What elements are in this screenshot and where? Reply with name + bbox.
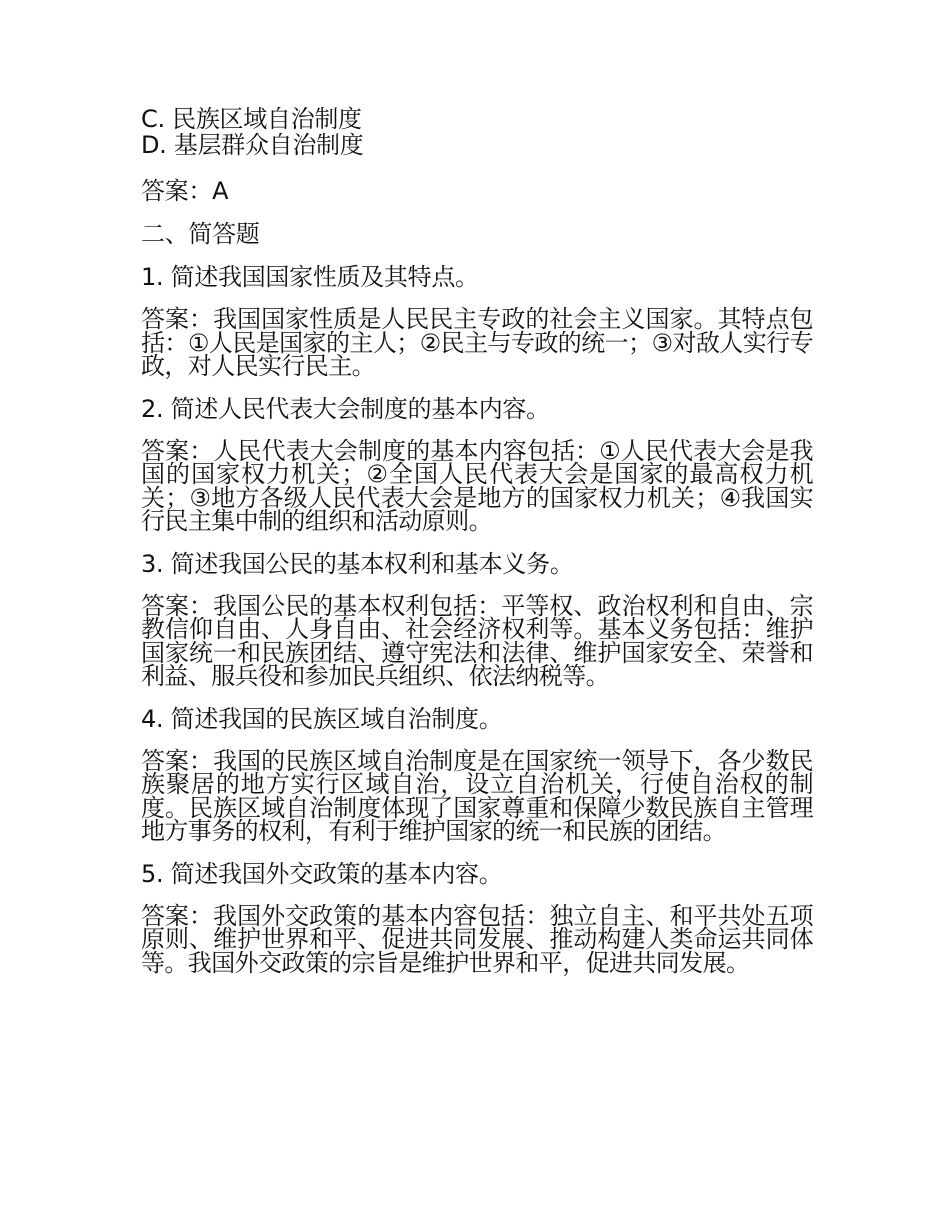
question-5: 5. 简述我国外交政策的基本内容。 xyxy=(141,859,503,888)
answer-4: 答案：我国的民族区域自治制度是在国家统一领导下，各少数民族聚居的地方实行区域自治，设立自治机关，行使自治权的制度。民族区域自治制度体现了国家尊重和保障少数民族自主管理地方事务的权利，有利于维护国家的统一和民族的团结。 xyxy=(141,746,813,845)
question-2: 2. 简述人民代表大会制度的基本内容。 xyxy=(141,394,550,423)
answer-2: 答案：人民代表大会制度的基本内容包括：①人民代表大会是我国的国家权力机关；②全国人民代表大会是国家的最高权力机关；③地方各级人民代表大会是地方的国家权力机关；④我国实行民主集中制的组织和活动原则。 xyxy=(141,436,813,535)
answer-line: 答案：A xyxy=(141,177,229,205)
option-c: C. 民族区域自治制度 xyxy=(141,105,362,133)
answer-3: 答案：我国公民的基本权利包括：平等权、政治权利和自由、宗教信仰自由、人身自由、社会经济权利等。基本义务包括：维护国家统一和民族团结、遵守宪法和法律、维护国家安全、荣誉和利益、服兵役和参加民兵组织、依法纳税等。 xyxy=(141,591,813,690)
answer-5: 答案：我国外交政策的基本内容包括：独立自主、和平共处五项原则、维护世界和平、促进共同发展、推动构建人类命运共同体等。我国外交政策的宗旨是维护世界和平，促进共同发展。 xyxy=(141,901,813,977)
section-title: 二、简答题 xyxy=(141,220,260,248)
question-3: 3. 简述我国公民的基本权利和基本义务。 xyxy=(141,549,574,578)
question-1: 1. 简述我国国家性质及其特点。 xyxy=(141,263,479,291)
question-4: 4. 简述我国的民族区域自治制度。 xyxy=(141,704,503,733)
document-page xyxy=(141,106,813,975)
answer-1: 答案：我国国家性质是人民民主专政的社会主义国家。其特点包括：①人民是国家的主人；②民主与专政的统一；③对敌人实行专政，对人民实行民主。 xyxy=(141,305,813,380)
option-d: D. 基层群众自治制度 xyxy=(141,131,364,159)
